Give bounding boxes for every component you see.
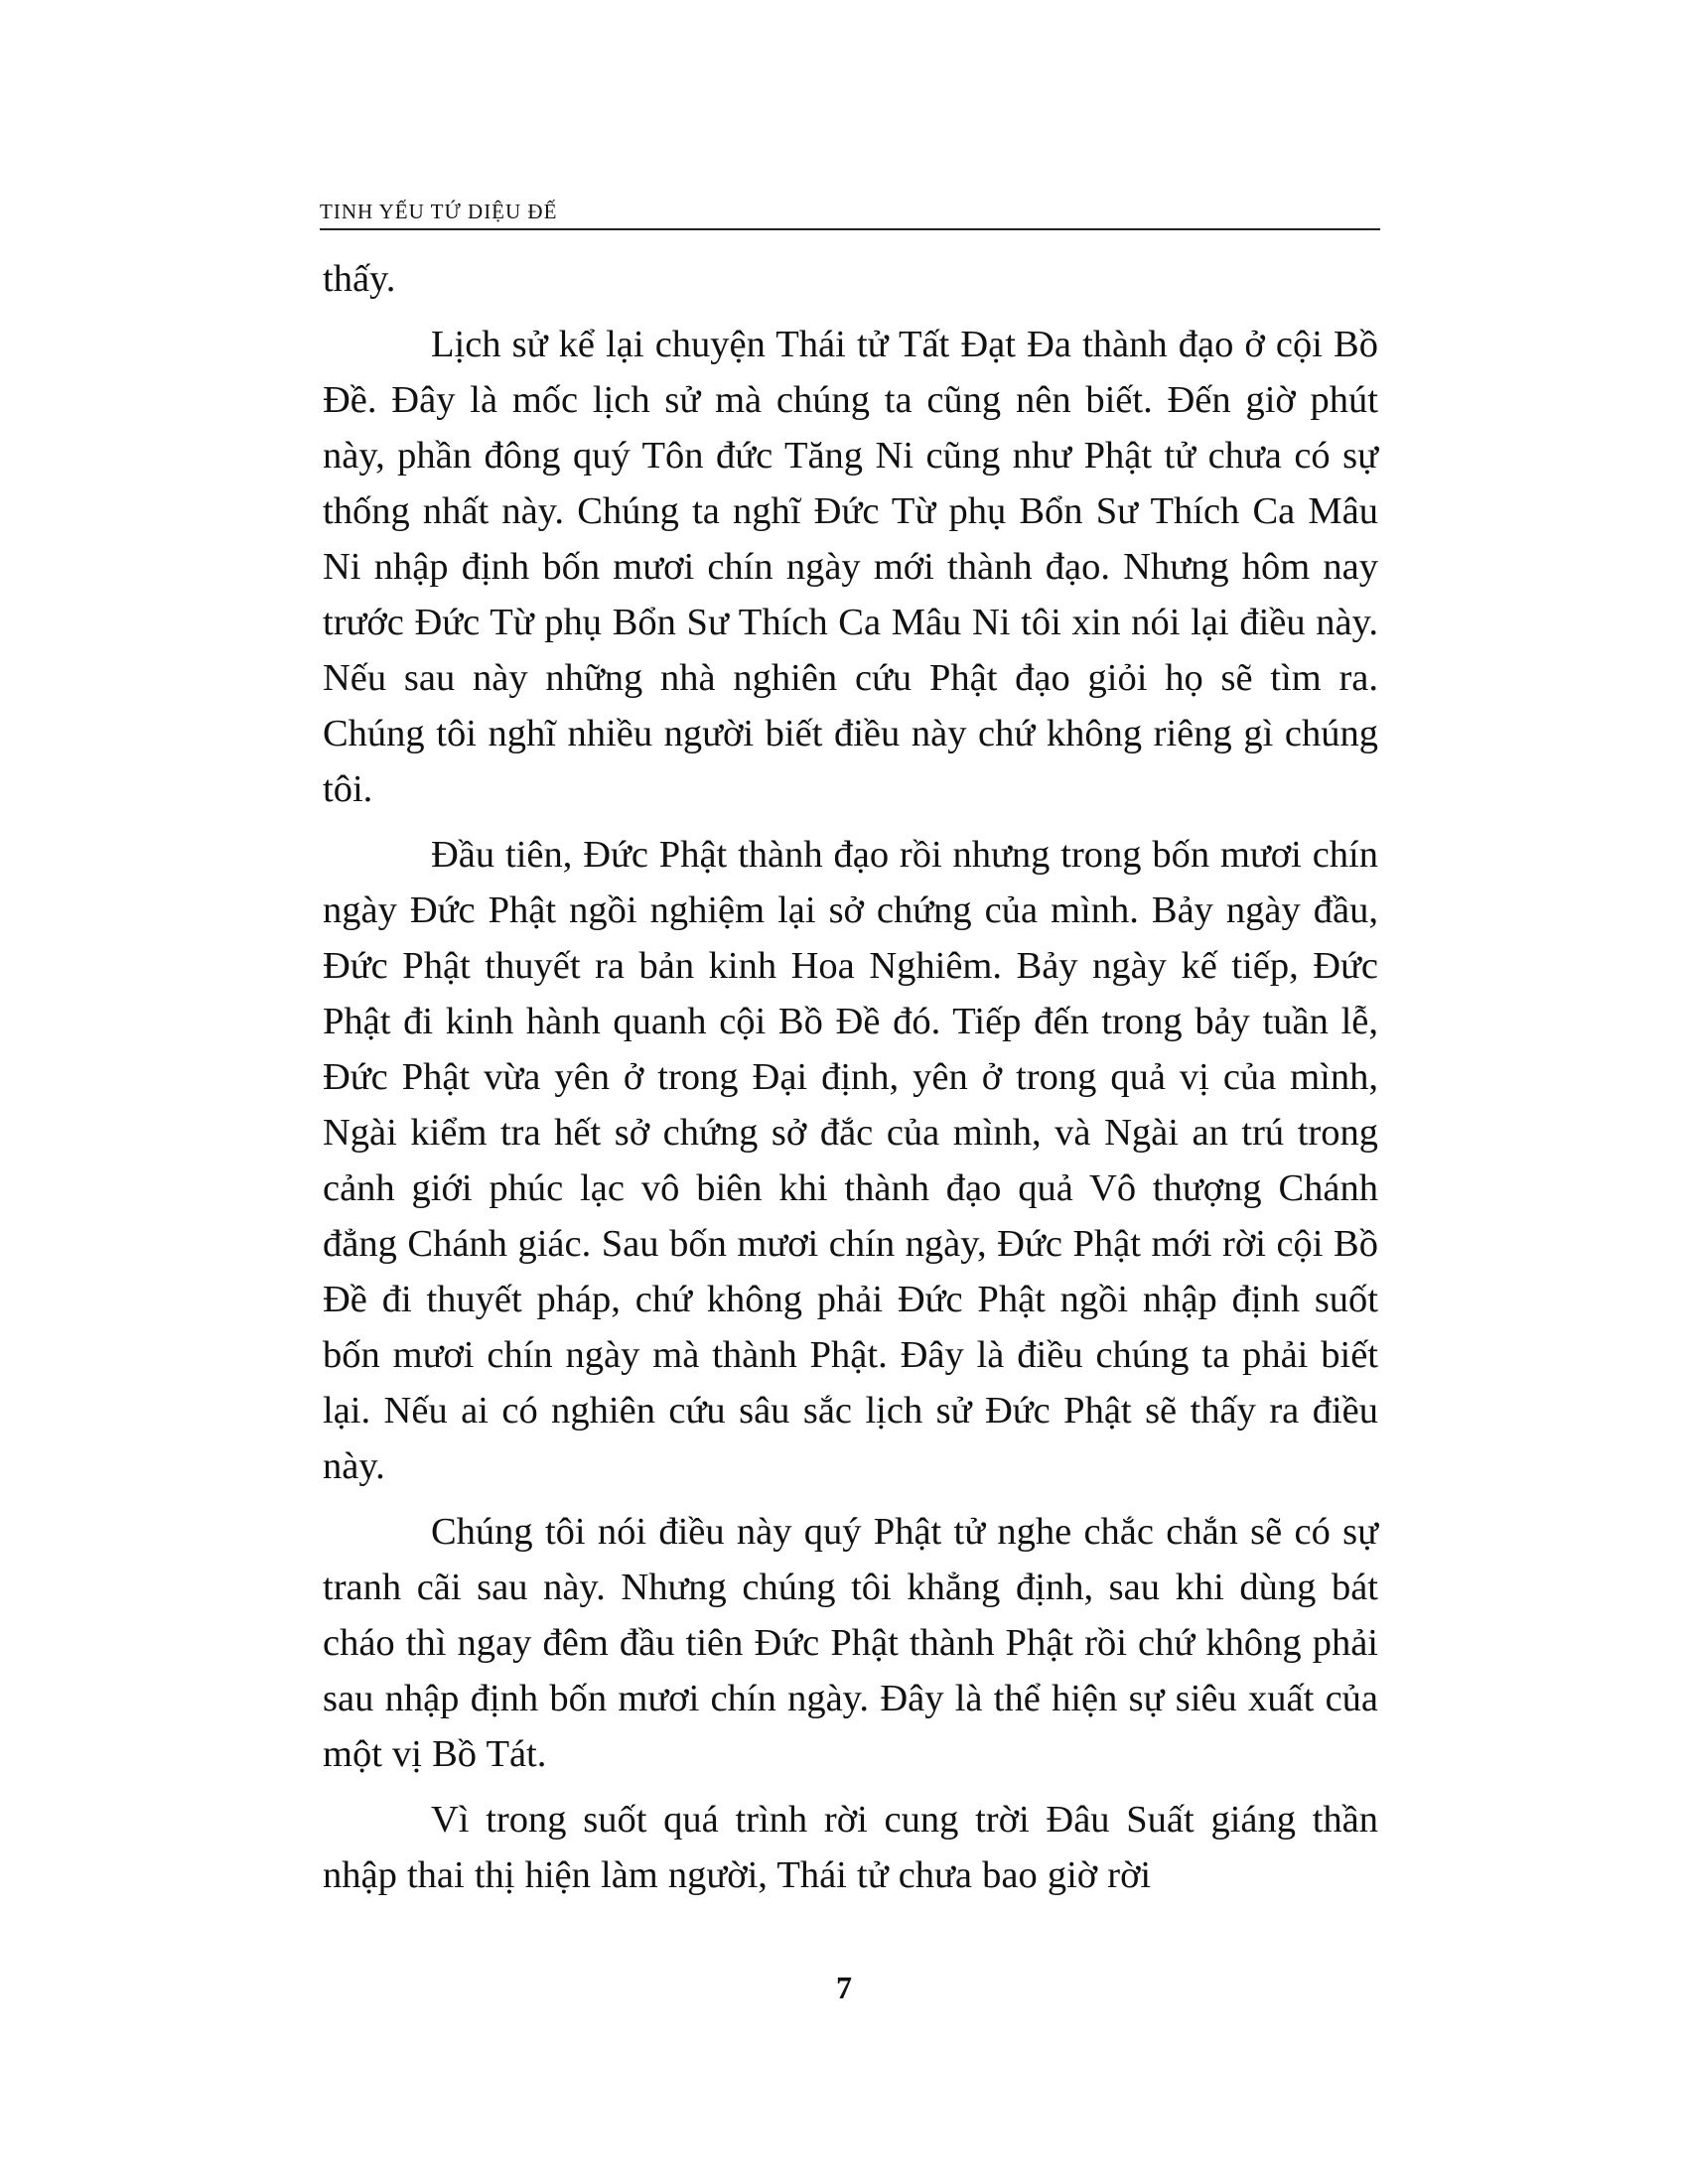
running-header: TINH YẾU TỨ DIỆU ĐẾ — [320, 200, 558, 223]
paragraph: Vì trong suốt quá trình rời cung trời Đâu Suất giáng thần nhập thai thị hiện làm người, Thái tử chưa bao giờ rời — [323, 1799, 1378, 1896]
paragraph: Lịch sử kể lại chuyện Thái tử Tất Đạt Đa thành đạo ở cội Bồ Đề. Đây là mốc lịch sử mà chúng ta cũng nên biết. Đến giờ phút này, phần đông quý Tôn đức Tăng Ni cũng như Phật tử chưa có sự thống nhất này. Chúng ta nghĩ Đức Từ phụ Bổn Sư Thích Ca Mâu Ni nhập định bốn mươi chín ngày mới thành đạo. Nhưng hôm nay trước Đức Từ phụ Bổn Sư Thích Ca Mâu Ni tôi xin nói lại điều này. Nếu sau này những nhà nghiên cứu Phật đạo giỏi họ sẽ tìm ra. Chúng tôi nghĩ nhiều người biết điều này chứ không riêng gì chúng tôi. — [323, 324, 1378, 810]
paragraph: Đầu tiên, Đức Phật thành đạo rồi nhưng trong bốn mươi chín ngày Đức Phật ngồi nghiệm lại sở chứng của mình. Bảy ngày đầu, Đức Phật thuyết ra bản kinh Hoa Nghiêm. Bảy ngày kế tiếp, Đức Phật đi kinh hành quanh cội Bồ Đề đó. Tiếp đến trong bảy tuần lễ, Đức Phật vừa yên ở trong Đại định, yên ở trong quả vị của mình, Ngài kiểm tra hết sở chứng sở đắc của mình, và Ngài an trú trong cảnh giới phúc lạc vô biên khi thành đạo quả Vô thượng Chánh đẳng Chánh giác. Sau bốn mươi chín ngày, Đức Phật mới rời cội Bồ Đề đi thuyết pháp, chứ không phải Đức Phật ngồi nhập định suốt bốn mươi chín ngày mà thành Phật. Đây là điều chúng ta phải biết lại. Nếu ai có nghiên cứu sâu sắc lịch sử Đức Phật sẽ thấy ra điều này. — [323, 834, 1378, 1487]
header-rule — [320, 228, 1380, 230]
paragraph: Chúng tôi nói điều này quý Phật tử nghe chắc chắn sẽ có sự tranh cãi sau này. Nhưng chúng tôi khẳng định, sau khi dùng bát cháo thì ngay đêm đầu tiên Đức Phật thành Phật rồi chứ không phải sau nhập định bốn mươi chín ngày. Đây là thể hiện sự siêu xuất của một vị Bồ Tát. — [323, 1511, 1378, 1775]
body-text — [323, 251, 1378, 1913]
page-number: 7 — [836, 1970, 852, 2005]
paragraph-continuation: thấy. — [323, 258, 396, 300]
